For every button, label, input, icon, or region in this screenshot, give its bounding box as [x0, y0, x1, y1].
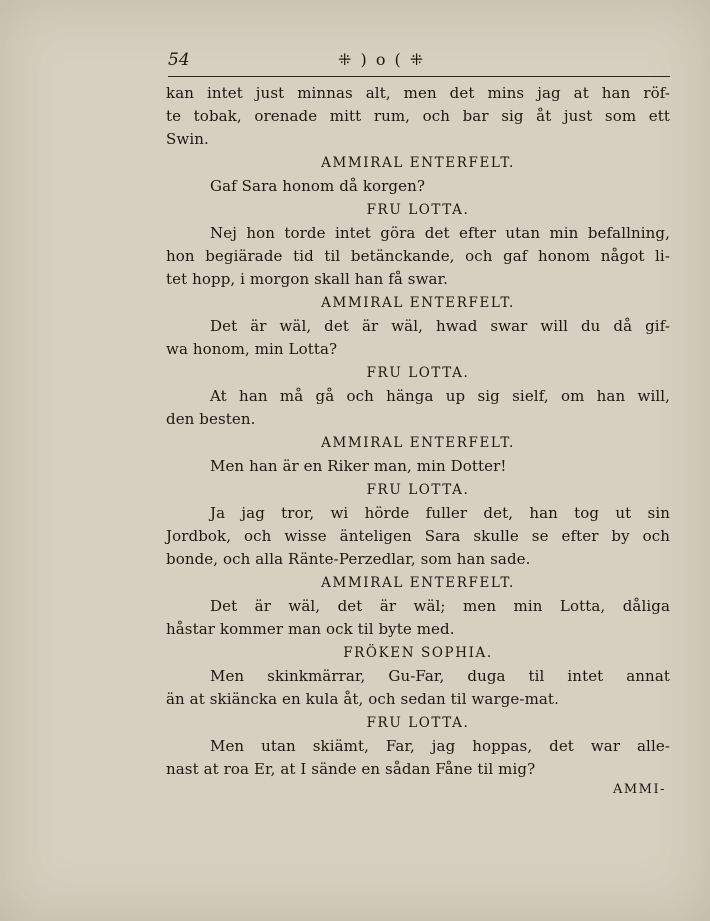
- text-line: än at skiäncka en kula åt, och sedan til warge-mat.: [166, 690, 559, 708]
- speaker-name: FRU LOTTA.: [366, 202, 470, 218]
- text-line: tet hopp, i morgon skall han få swar.: [166, 270, 449, 288]
- running-header: [168, 50, 670, 77]
- text-line: Ja jag tror, wi hörde fuller det, han tog ut sin: [210, 504, 670, 522]
- text-line: nast at roa Er, at I sände en sådan Fåne til mig?: [166, 760, 536, 778]
- text-line: te tobak, orenade mitt rum, och bar sig åt just som ett: [166, 107, 670, 125]
- text-line: wa honom, min Lotta?: [166, 340, 338, 358]
- text-line: kan intet just minnas alt, men det mins jag at han röf-: [166, 84, 670, 102]
- text-line: Nej hon torde intet göra det efter utan min befallning,: [210, 224, 670, 242]
- speaker-name: AMMIRAL ENTERFELT.: [321, 435, 515, 451]
- text-line: Swin.: [166, 130, 209, 148]
- speaker-name: FRÖKEN SOPHIA.: [343, 645, 493, 661]
- text-line: Det är wäl, det är wäl; men min Lotta, dåliga: [210, 597, 670, 615]
- header-ornament: ⁜ ) o ( ⁜: [338, 50, 426, 69]
- speaker-name: FRU LOTTA.: [366, 715, 470, 731]
- text-line: At han må gå och hänga up sig sielf, om han will,: [210, 387, 670, 405]
- text-line: Det är wäl, det är wäl, hwad swar will du då gif-: [210, 317, 670, 335]
- text-line: håstar kommer man ock til byte med.: [166, 620, 455, 638]
- text-line: Men skinkmärrar, Gu-Far, duga til intet annat: [210, 667, 670, 685]
- speaker-name: AMMIRAL ENTERFELT.: [321, 155, 515, 171]
- speaker-name: AMMIRAL ENTERFELT.: [321, 575, 515, 591]
- catchword: AMMI-: [612, 782, 666, 797]
- speaker-name: FRU LOTTA.: [366, 365, 470, 381]
- text-line: den besten.: [166, 410, 256, 428]
- page-text: [166, 82, 670, 781]
- text-line: Men utan skiämt, Far, jag hoppas, det war alle-: [210, 737, 670, 755]
- text-line: bonde, och alla Ränte-Perzedlar, som han sade.: [166, 550, 531, 568]
- text-line: Gaf Sara honom då korgen?: [210, 177, 426, 195]
- speaker-name: FRU LOTTA.: [366, 482, 470, 498]
- text-line: hon begiärade tid til betänckande, och gaf honom något li-: [166, 247, 670, 265]
- page-number: 54: [168, 50, 190, 70]
- text-line: Jordbok, och wisse änteligen Sara skulle se efter by och: [166, 527, 670, 545]
- text-line: Men han är en Riker man, min Dotter!: [210, 457, 507, 475]
- speaker-name: AMMIRAL ENTERFELT.: [321, 295, 515, 311]
